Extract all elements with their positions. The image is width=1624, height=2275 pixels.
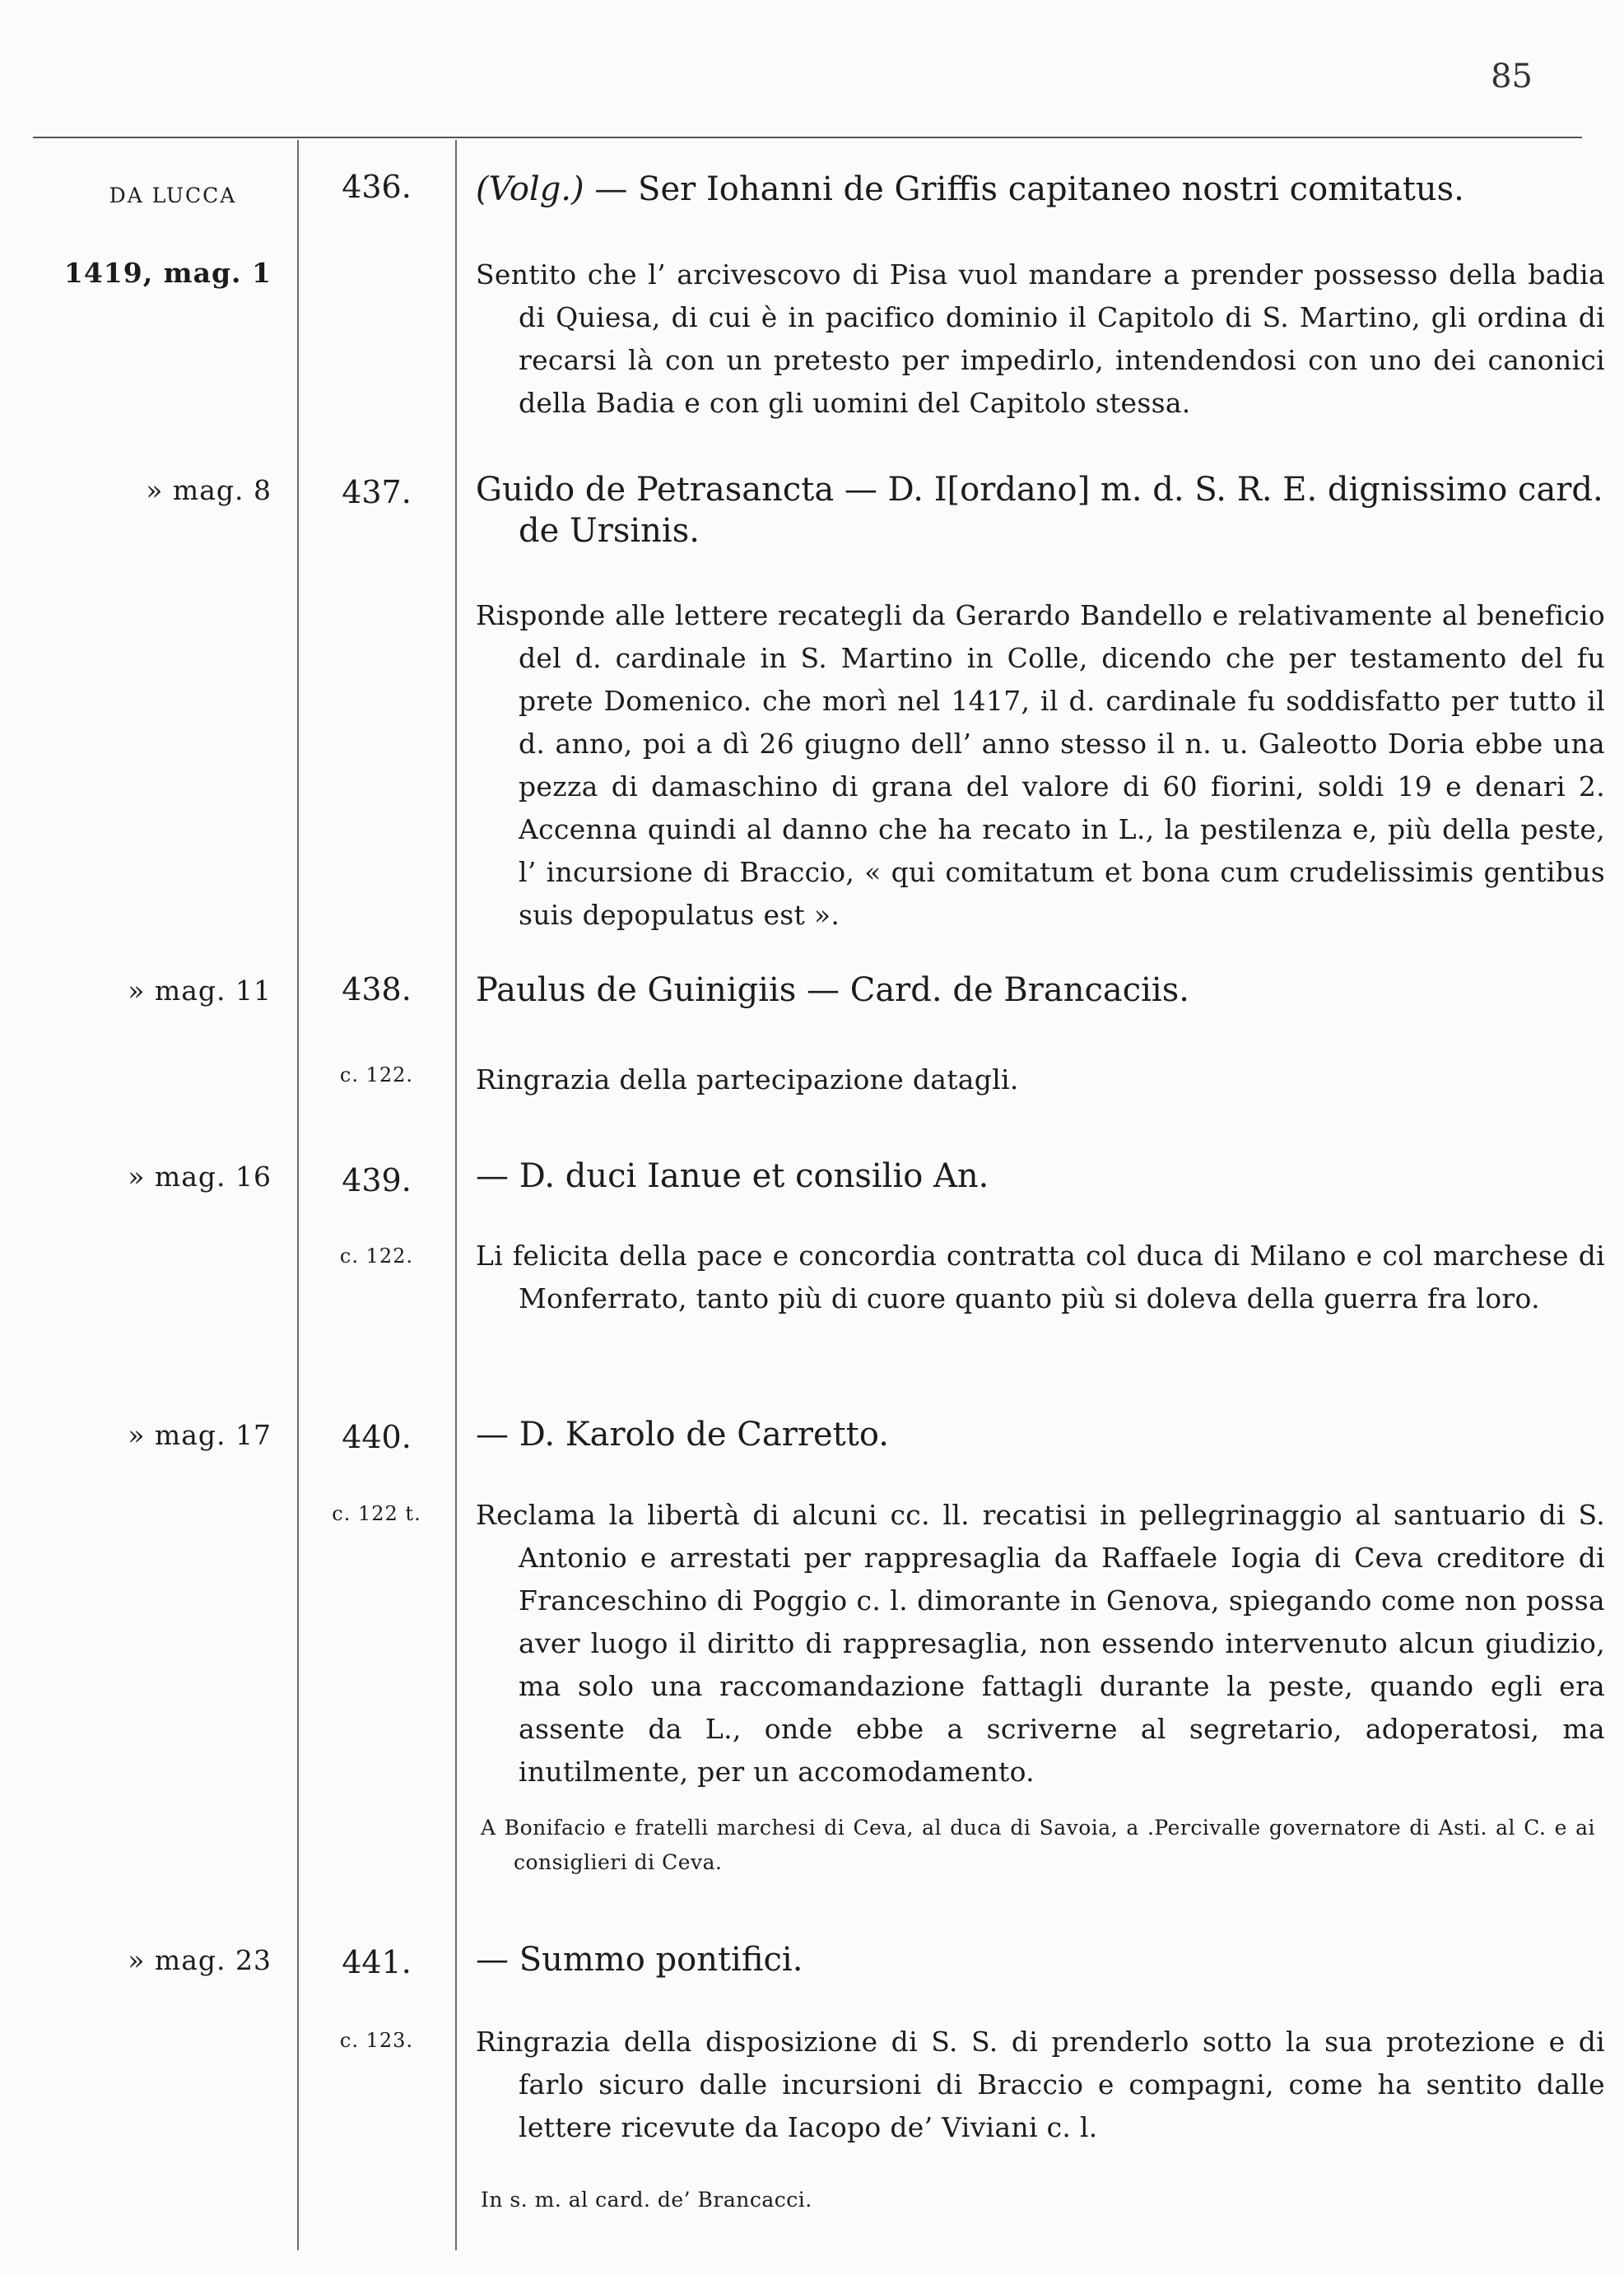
entry-date: » mag. 16 <box>128 1161 272 1193</box>
entry-carta: c. 122 t. <box>332 1502 421 1525</box>
entry-summary: Sentito che l’ arcivescovo di Pisa vuol mandare a prender possesso della badia di Quiesa, di cui è in pacifico dominio il Capitolo di S. Martino, gli ordina di recarsi là con un pretesto per impedirlo, intendendosi con uno dei canonici della Badia e con gli uomini del Capitolo stessa. <box>476 258 1605 419</box>
entry-number: 438. <box>342 971 412 1007</box>
entry-heading <box>476 169 1605 210</box>
entry-summary: Li felicita della pace e concordia contratta col duca di Milano e col marchese di Monferrato, tanto più di cuore quanto più si doleva della guerra fra loro. <box>476 1240 1605 1314</box>
entry-carta: c. 123. <box>339 2029 414 2052</box>
entry-date: » mag. 17 <box>128 1419 272 1451</box>
heading-text: — Ser Iohanni de Griffis capitaneo nostri comitatus. <box>584 170 1464 208</box>
entry-heading: — D. Karolo de Carretto. <box>476 1416 889 1454</box>
entry-note: In s. m. al card. de’ Brancacci. <box>481 2188 812 2212</box>
entry-number: 436. <box>342 169 412 205</box>
entry-number: 437. <box>342 474 412 510</box>
entry-heading: Guido de Petrasancta — D. I[ordano] m. d. S. R. E. dignissimo card. de Ursinis. <box>476 471 1603 550</box>
page-number: 85 <box>1491 58 1533 95</box>
column-divider-left <box>297 140 299 2250</box>
entry-date: » mag. 23 <box>128 1944 272 1976</box>
entry-summary: Risponde alle lettere recategli da Gerardo Bandello e relativamente al beneficio del d. cardinale in S. Martino in Colle, dicendo che per testamento del fu prete Domenico. che morì nel 1417, il d. cardinale fu soddisfatto per tutto il d. anno, poi a dì 26 giugno dell’ anno stesso il n. u. Galeotto Doria ebbe una pezza di damaschino di grana del valore di 60 fiorini, soldi 19 e denari 2. Accenna quindi al danno che ha recato in L., la pestilenza e, più della peste, l’ incursione di Braccio, « qui comitatum et bona cum crudelissimis gentibus suis depopulatus est ». <box>476 599 1605 931</box>
entry-heading: Paulus de Guinigiis — Card. de Brancaciis. <box>476 971 1189 1009</box>
entry-date: 1419, mag. 1 <box>63 257 272 289</box>
entry-heading: — D. duci Ianue et consilio An. <box>476 1157 989 1195</box>
entry-number: 441. <box>342 1944 412 1980</box>
entry-heading: — Summo pontifici. <box>476 1941 803 1979</box>
heading-volg: (Volg.) <box>476 170 584 208</box>
entry-note: A Bonifacio e fratelli marchesi di Ceva, al duca di Savoia, a .Percivalle governatore di Asti. al C. e ai consiglieri di Ceva. <box>481 1816 1595 1874</box>
entry-carta: c. 122. <box>339 1063 414 1086</box>
column-divider-right <box>455 140 457 2250</box>
entry-number: 439. <box>342 1162 412 1198</box>
entry-number: 440. <box>342 1419 412 1455</box>
entry-summary: Ringrazia della disposizione di S. S. di prenderlo sotto la sua protezione e di farlo sicuro dalle incursioni di Braccio e compagni, come ha sentito dalle lettere ricevute da Iacopo de’ Viviani c. l. <box>476 2026 1605 2143</box>
entry-date: » mag. 11 <box>128 975 272 1007</box>
column-header: DA LUCCA <box>109 184 237 207</box>
entry-summary: Ringrazia della partecipazione datagli. <box>476 1063 1019 1096</box>
header-rule <box>33 137 1582 138</box>
entry-summary: Reclama la libertà di alcuni cc. ll. recatisi in pellegrinaggio al santuario di S. Antonio e arrestati per rappresaglia da Raffaele Iogia di Ceva creditore di Franceschino di Poggio c. l. dimorante in Genova, spiegando come non possa aver luogo il diritto di rappresaglia, non essendo intervenuto alcun giudizio, ma solo una raccomandazione fattagli durante la peste, quando egli era assente da L., onde ebbe a scriverne al segretario, adoperatosi, ma inutilmente, per un accomodamento. <box>476 1499 1605 1788</box>
entry-carta: c. 122. <box>339 1245 414 1268</box>
entry-date: » mag. 8 <box>146 474 272 506</box>
